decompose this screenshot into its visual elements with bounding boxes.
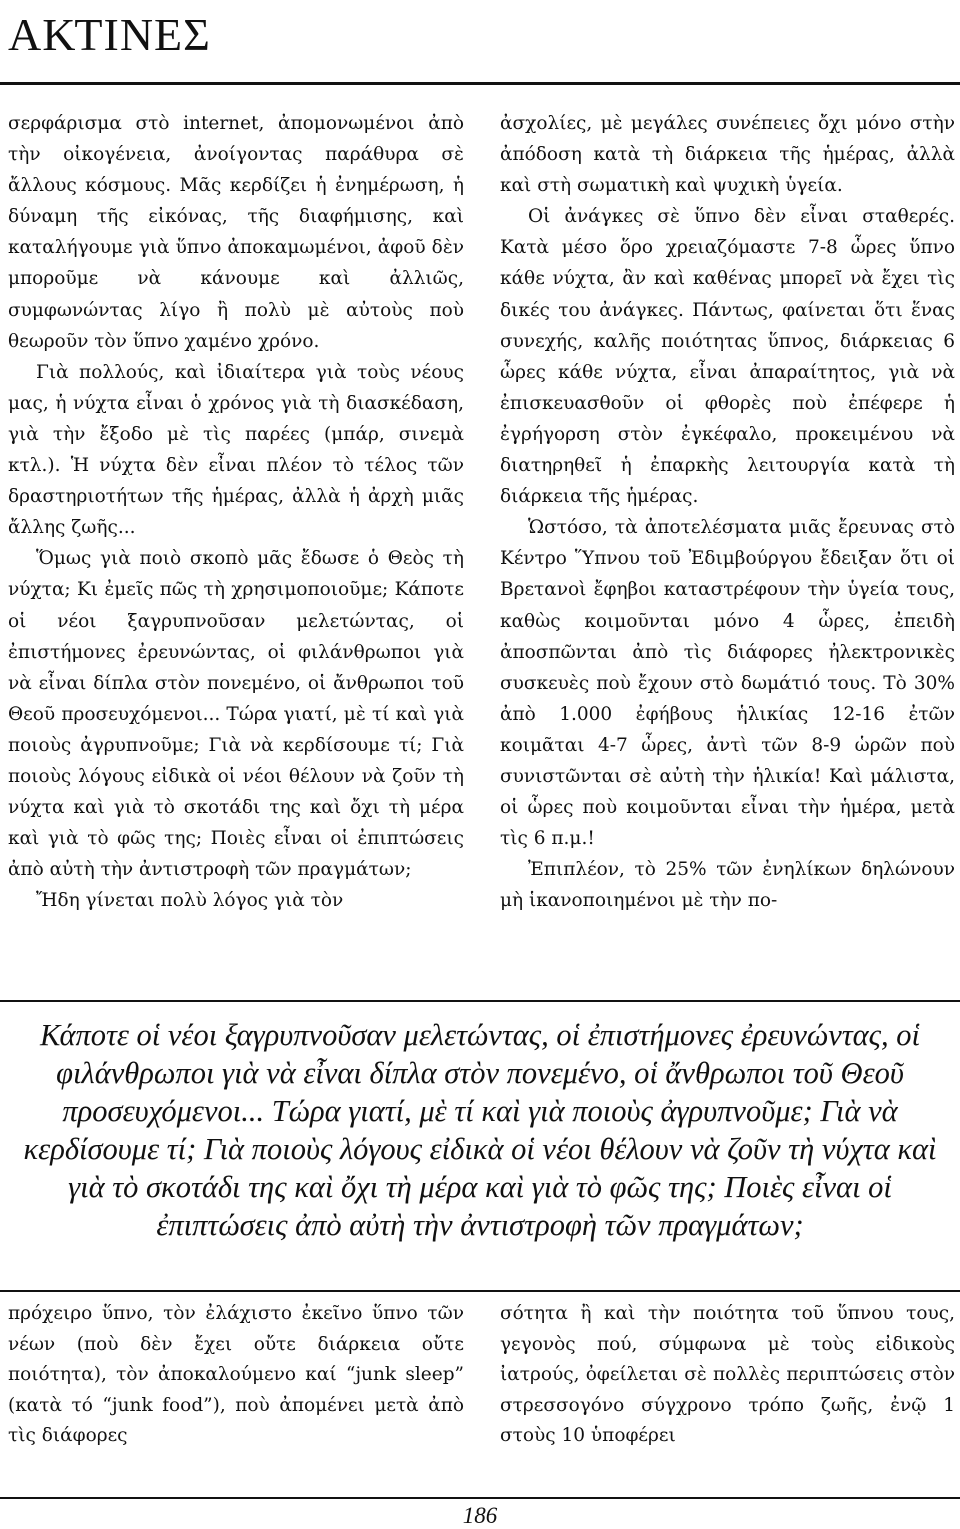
upper-right-column xyxy=(500,108,955,916)
running-header-title: ΑΚΤΙΝΕΣ xyxy=(8,9,211,60)
paragraph: Ἤδη γίνεται πολὺ λόγος γιὰ τὸν xyxy=(36,890,344,912)
paragraph: Ἐπιπλέον, τὸ 25% τῶν ἐνηλίκων δηλώνουν μὴ ἱκανοποιημένοι μὲ τὴν πο- xyxy=(500,859,955,912)
pull-quote-top-rule xyxy=(0,1000,960,1002)
lower-right-column xyxy=(500,1299,955,1452)
paragraph: πρόχειρο ὕπνο, τὸν ἐλάχιστο ἐκεῖνο ὕπνο τῶν νέων (ποὺ δὲν ἔχει οὔτε διάρκεια οὔτε ποιότητα), τὸν ἀποκαλούμενο καί “junk sleep” (κατὰ τό “junk food”), ποὺ ἀπομένει μετὰ ἀπὸ τὶς διάφορες xyxy=(8,1303,464,1446)
paragraph: Γιὰ πολλούς, καὶ ἰδιαίτερα γιὰ τοὺς νέους μας, ἡ νύχτα εἶναι ὁ χρόνος γιὰ τὴ διασκέδαση, γιὰ τὴν ἔξοδο μὲ τὶς παρέες (μπάρ, σινεμὰ κτλ.). Ἡ νύχτα δὲν εἶναι πλέον τὸ τέλος τῶν δραστηριοτήτων τῆς ἡμέρας, ἀλλὰ ἡ ἀρχὴ μιᾶς ἄλλης ζωῆς... xyxy=(8,361,464,539)
footer-divider xyxy=(0,1497,960,1499)
pull-quote-bottom-rule xyxy=(0,1290,960,1292)
upper-left-column xyxy=(8,108,464,916)
paragraph: ἀσχολίες, μὲ μεγάλες συνέπειες ὄχι μόνο στὴν ἀπόδοση κατὰ τὴ διάρκεια τῆς ἡμέρας, ἀλλὰ καὶ στὴ σωματικὴ καὶ ψυχικὴ ὑγεία. xyxy=(500,113,955,197)
header-divider xyxy=(0,82,960,85)
pull-quote: Κάποτε οἱ νέοι ξαγρυπνοῦσαν μελετώντας, οἱ ἐπιστήμονες ἐρευνώντας, οἱ φιλάνθρωποι γιὰ νὰ εἶναι δίπλα στὸν πονεμένο, οἱ ἄνθρωποι τοῦ Θεοῦ προσευχόμενοι... Τώρα γιατί, μὲ τί καὶ γιὰ ποιοὺς ἀγρυπνοῦμε; Γιὰ νὰ κερδίσουμε τί; Γιὰ ποιοὺς λόγους εἰδικὰ οἱ νέοι θέλουν νὰ ζοῦν τὴ νύχτα καὶ γιὰ τὸ σκοτάδι της καὶ ὄχι τὴ μέρα καὶ γιὰ τὸ φῶς της; Ποιὲς εἶναι οἱ ἐπιπτώσεις ἀπὸ αὐτὴ τὴν ἀντιστροφὴ τῶν πραγμάτων; xyxy=(23,1018,937,1242)
paragraph: σότητα ἢ καὶ τὴν ποιότητα τοῦ ὕπνου τους, γεγονὸς πού, σύμφωνα μὲ τοὺς εἰδικοὺς ἰατρούς, ὀφείλεται σὲ πολλὲς περιπτώσεις στὸν στρεσσογόνο σύγχρονο τρόπο ζωῆς, ἐνῷ 1 στοὺς 10 ὑποφέρει xyxy=(500,1303,955,1446)
lower-left-column xyxy=(8,1299,464,1452)
paragraph: σερφάρισμα στὸ internet, ἀπομονωμένοι ἀπὸ τὴν οἰκογένεια, ἀνοίγοντας παράθυρα σὲ ἄλλους κόσμους. Μᾶς κερδίζει ἡ ἐνημέρωση, ἡ δύναμη τῆς εἰκόνας, τῆς διαφήμισης, καὶ καταλήγουμε γιὰ ὕπνο ἀποκαμωμένοι, ἀφοῦ δὲν μποροῦμε νὰ κάνουμε καὶ ἀλλιῶς, συμφωνώντας λίγο ἢ πολὺ μὲ αὐτοὺς ποὺ θεωροῦν τὸν ὕπνο χαμένο χρόνο. xyxy=(8,113,464,352)
paragraph: Οἱ ἀνάγκες σὲ ὕπνο δὲν εἶναι σταθερές. Κατὰ μέσο ὅρο χρειαζόμαστε 7-8 ὧρες ὕπνο κάθε νύχτα, ἂν καὶ καθένας μπορεῖ νὰ ἔχει τὶς δικές του ἀνάγκες. Πάντως, φαίνεται ὅτι ἕνας συνεχής, καλῆς ποιότητας ὕπνος, διάρκειας 6 ὧρες κάθε νύχτα, εἶναι ἀπαραίτητος, γιὰ νὰ ἐπισκευασθοῦν οἱ φθορὲς ποὺ ἐπέφερε ἡ ἐγρήγορση στὸν ἐγκέφαλο, προκειμένου νὰ διατηρηθεῖ ἡ ἐπαρκὴς λειτουργία κατὰ τὴ διάρκεια τῆς ἡμέρας. xyxy=(500,206,955,508)
paragraph: Ὅμως γιὰ ποιὸ σκοπὸ μᾶς ἔδωσε ὁ Θεὸς τὴ νύχτα; Κι ἐμεῖς πῶς τὴ χρησιμοποιοῦμε; Κάποτε οἱ νέοι ξαγρυπνοῦσαν μελετώντας, οἱ ἐπιστήμονες ἐρευνώντας, οἱ φιλάνθρωποι γιὰ νὰ εἶναι δίπλα στὸν πονεμένο, οἱ ἄνθρωποι τοῦ Θεοῦ προσευχόμενοι... Τώρα γιατί, μὲ τί καὶ γιὰ ποιοὺς ἀγρυπνοῦμε; Γιὰ νὰ κερδίσουμε τί; Γιὰ ποιοὺς λόγους εἰδικὰ οἱ νέοι θέλουν νὰ ζοῦν τὴ νύχτα καὶ γιὰ τὸ σκοτάδι της καὶ ὄχι τὴ μέρα καὶ γιὰ τὸ φῶς της; Ποιὲς εἶναι οἱ ἐπιπτώσεις ἀπὸ αὐτὴ τὴν ἀντιστροφὴ τῶν πραγμάτων; xyxy=(8,548,464,881)
paragraph: Ὡστόσο, τὰ ἀποτελέσματα μιᾶς ἔρευνας στὸ Κέντρο Ὕπνου τοῦ Ἐδιμβούργου ἔδειξαν ὅτι οἱ Βρετανοὶ ἔφηβοι καταστρέφουν τὴν ὑγεία τους, καθὼς κοιμοῦνται μόνο 4 ὧρες, ἐπειδὴ ἀποσπῶνται ἀπὸ τὶς διάφορες ἠλεκτρονικὲς συσκευὲς ποὺ ἔχουν στὸ δωμάτιό τους. Τὸ 30% ἀπὸ 1.000 ἐφήβους ἡλικίας 12-16 ἐτῶν κοιμᾶται 4-7 ὧρες, ἀντὶ τῶν 8-9 ὡρῶν ποὺ συνιστῶνται σὲ αὐτὴ τὴν ἡλικία! Καὶ μάλιστα, οἱ ὧρες ποὺ κοιμοῦνται εἶναι τὴν ἡμέρα, μετὰ τὶς 6 π.μ.! xyxy=(500,517,955,850)
page-number: 186 xyxy=(462,1503,498,1528)
